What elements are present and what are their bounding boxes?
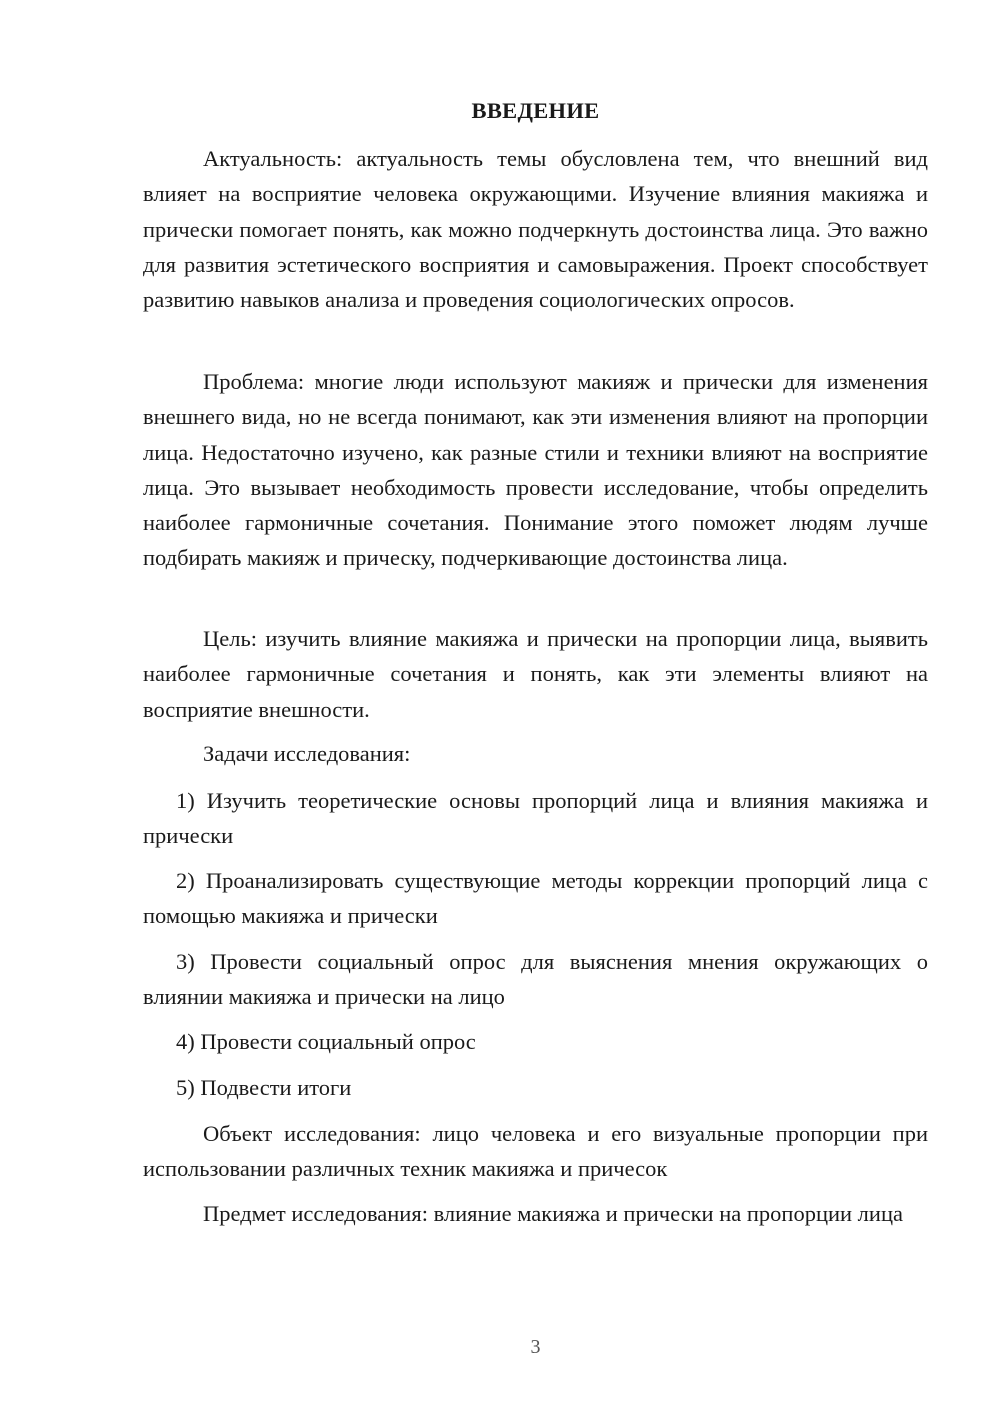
paragraph-relevance: Актуальность: актуальность темы обусловлена тем, что внешний вид влияет на восприятие человека окружающими. Изучение влияния макияжа и прически помогает понять, как можно подчеркнуть достоинства лица. Это важно для развития эстетического восприятия и самовыражения. Проект способствует развитию навыков анализа и проведения социологических опросов. [143, 146, 928, 313]
page-number: 3 [530, 1336, 541, 1358]
task-item-2: 2) Проанализировать существующие методы коррекции пропорций лица с помощью макияжа и прически [143, 868, 928, 929]
paragraph-problem: Проблема: многие люди используют макияж и прически для изменения внешнего вида, но не всегда понимают, как эти изменения влияют на пропорции лица. Недостаточно изучено, как разные стили и техники влияют на восприятие лица. Это вызывает необходимость провести исследование, чтобы определить наиболее гармоничные сочетания. Понимание этого поможет людям лучше подбирать макияж и прическу, подчеркивающие достоинства лица. [143, 369, 928, 571]
tasks-intro: Задачи исследования: [203, 741, 411, 766]
paragraph-object: Объект исследования: лицо человека и его визуальные пропорции при использовании различных техник макияжа и причесок [143, 1121, 928, 1182]
task-item-1: 1) Изучить теоретические основы пропорций лица и влияния макияжа и прически [143, 788, 928, 849]
document-page [143, 0, 928, 1414]
paragraph-subject: Предмет исследования: влияние макияжа и прически на пропорции лица [203, 1201, 903, 1226]
task-item-5: 5) Подвести итоги [176, 1075, 352, 1100]
section-heading: ВВЕДЕНИЕ [471, 98, 600, 123]
task-item-3: 3) Провести социальный опрос для выяснения мнения окружающих о влиянии макияжа и прически на лицо [143, 949, 928, 1010]
task-item-4: 4) Провести социальный опрос [176, 1029, 476, 1054]
paragraph-goal: Цель: изучить влияние макияжа и прически на пропорции лица, выявить наиболее гармоничные сочетания и понять, как эти элементы влияют на восприятие внешности. [143, 626, 928, 722]
